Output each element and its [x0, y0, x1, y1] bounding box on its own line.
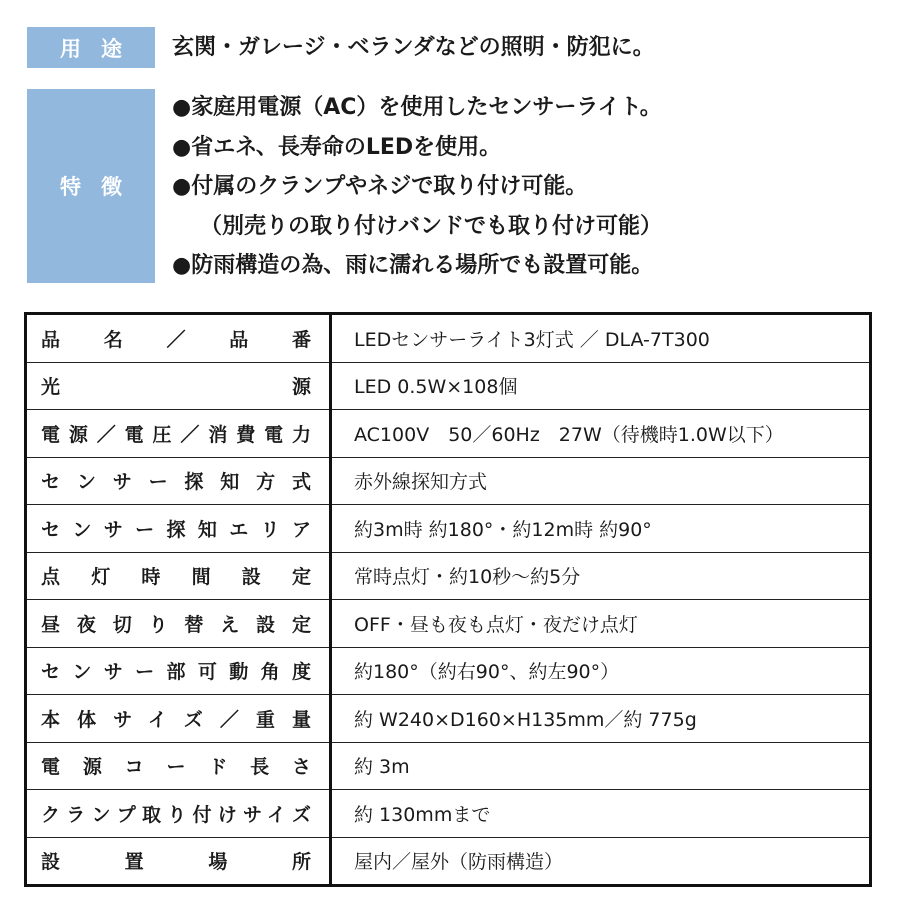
spec-label: センサー探知エリア: [26, 505, 331, 553]
table-row: [26, 552, 871, 600]
feature-item: ●付属のクランプやネジで取り付け可能。: [172, 174, 588, 199]
usage-label: 用途: [27, 27, 155, 68]
table-row: [26, 647, 871, 695]
spec-label: 電源コード長さ: [26, 742, 331, 790]
spec-label: 光源: [26, 362, 331, 410]
spec-label: 昼夜切り替え設定: [26, 600, 331, 648]
features-label: 特徴: [27, 89, 155, 283]
table-row: [26, 362, 871, 410]
spec-value: OFF・昼も夜も点灯・夜だけ点灯: [331, 600, 871, 648]
spec-value: LED 0.5W×108個: [331, 362, 871, 410]
spec-label: 設置場所: [26, 837, 331, 886]
feature-item: ●家庭用電源（AC）を使用したセンサーライト。: [172, 95, 662, 120]
table-row: [26, 457, 871, 505]
feature-item: ●省エネ、長寿命のLEDを使用。: [172, 134, 502, 160]
spec-label: センサー部可動角度: [26, 647, 331, 695]
spec-value: 約 W240×D160×H135mm／約 775g: [331, 695, 871, 743]
table-row: [26, 695, 871, 743]
spec-value: 赤外線探知方式: [331, 457, 871, 505]
spec-label: 本体サイズ／重量: [26, 695, 331, 743]
table-row: [26, 314, 871, 363]
spec-value: AC100V 50／60Hz 27W（待機時1.0W以下）: [331, 410, 871, 458]
spec-table: [24, 312, 872, 887]
spec-value: 屋内／屋外（防雨構造）: [354, 851, 564, 874]
feature-item-note: （別売りの取り付けバンドでも取り付け可能）: [200, 213, 663, 239]
spec-value: 約180°（約右90°、約左90°）: [331, 647, 871, 695]
feature-item: ●防雨構造の為、雨に濡れる場所でも設置可能。: [172, 253, 654, 278]
spec-value: 約 130mmまで: [331, 790, 871, 838]
spec-value: LEDセンサーライト3灯式 ／ DLA-7T300: [331, 314, 871, 363]
table-row: [26, 837, 871, 886]
table-row: [26, 790, 871, 838]
spec-value: 約 3m: [331, 742, 871, 790]
spec-value: 約3m時 約180°・約12m時 約90°: [331, 505, 871, 553]
spec-value: 常時点灯・約10秒～約5分: [331, 552, 871, 600]
table-row: [26, 410, 871, 458]
spec-label: 品名／品番: [26, 314, 331, 363]
spec-label: 電源／電圧／消費電力: [26, 410, 331, 458]
table-row: [26, 742, 871, 790]
spec-label: 点灯時間設定: [26, 552, 331, 600]
usage-text: 玄関・ガレージ・ベランダなどの照明・防犯に。: [172, 35, 655, 60]
spec-label: センサー探知方式: [26, 457, 331, 505]
table-row: [26, 505, 871, 553]
features-list: [172, 88, 662, 286]
spec-label: クランプ取り付けサイズ: [26, 790, 331, 838]
table-row: [26, 600, 871, 648]
